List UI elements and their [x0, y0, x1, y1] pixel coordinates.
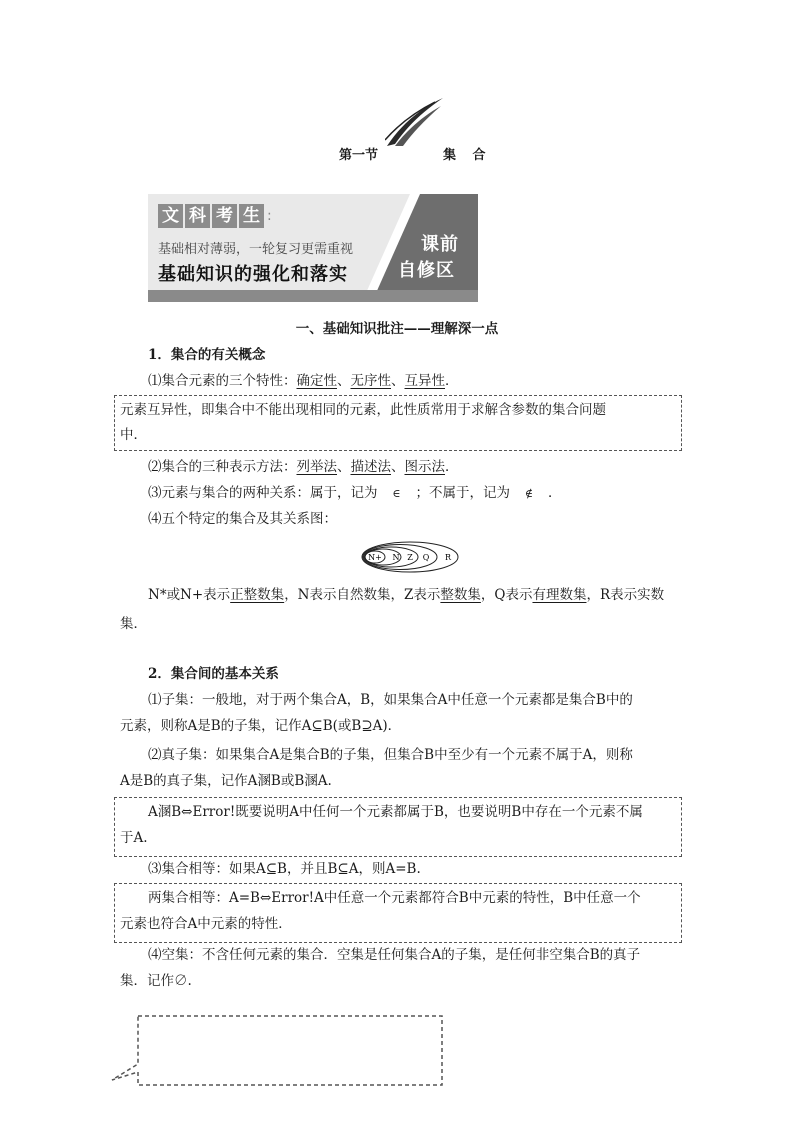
banner-stripe: [148, 290, 478, 302]
para-text: N*或N+表示: [148, 587, 231, 603]
underlined-term: 列举法: [296, 459, 337, 475]
period: ．: [445, 459, 459, 475]
underlined-term: 有理数集: [532, 587, 587, 603]
para-text: ；不属于，记为: [415, 485, 510, 501]
para-text: ，N表示自然数集，Z表示: [284, 587, 441, 603]
set-label-n: N: [392, 553, 400, 562]
note-line: A溷B⇔Error!既要说明A中任何一个元素都属于B，也要说明B中存在一个元素不属: [148, 804, 643, 820]
para-empty-set-cont: 集．记作∅.: [120, 973, 192, 989]
banner-tag-char: 科: [185, 204, 210, 228]
para-representation: [148, 457, 459, 477]
note-line: 两集合相等：A=B⇔Error!A中任意一个元素都符合B中元素的特性，B中任意一个: [148, 890, 641, 906]
separator: 、: [391, 459, 405, 475]
para-set-meanings-cont: 集．: [120, 616, 147, 632]
para-text: ⑴集合元素的三个特性：: [148, 373, 297, 389]
period: ．: [445, 373, 459, 389]
banner-right-line1: 课前: [421, 234, 459, 255]
symbol-element-of: ∈: [392, 487, 401, 500]
underlined-term: 无序性: [350, 373, 391, 389]
para-membership: [148, 483, 562, 504]
para-text: ，Q表示: [480, 587, 533, 603]
note-line: 于A.: [120, 830, 148, 846]
period: ．: [548, 485, 562, 501]
separator: 、: [337, 459, 351, 475]
para-subset: ⑴子集：一般地，对于两个集合A，B，如果集合A中任意一个元素都是集合B中的: [148, 692, 633, 708]
para-text: ⑶元素与集合的两种关系：属于，记为: [148, 485, 378, 501]
set-label-z: Z: [407, 553, 413, 562]
para-empty-set: ⑷空集：不含任何元素的集合．空集是任何集合A的子集，是任何非空集合B的真子: [148, 947, 641, 963]
para-subset-cont: 元素，则称A是B的子集，记作A⊆B(或B⊇A)．: [120, 718, 402, 734]
underlined-term: 图示法: [404, 459, 445, 475]
banner-headline: 基础知识的强化和落实: [158, 264, 348, 285]
para-three-properties: [148, 371, 459, 391]
note-line: 元素互异性，即集合中不能出现相同的元素，此性质常用于求解含参数的集合问题: [120, 402, 606, 418]
section-title: 一、基础知识批注——理解深一点: [295, 321, 499, 337]
chapter-title-right: 集 合: [443, 148, 492, 163]
heading-set-concepts: 1．集合的有关概念: [148, 347, 266, 363]
symbol-not-element-of: ∉: [524, 487, 534, 500]
set-label-nplus: N+: [368, 553, 382, 562]
para-set-equality: ⑶集合相等：如果A⊆B，并且B⊆A，则A=B.: [148, 861, 421, 877]
banner-subtitle: 基础相对薄弱，一轮复习更需重视: [158, 242, 354, 257]
para-proper-subset: ⑵真子集：如果集合A是集合B的子集，但集合B中至少有一个元素不属于A，则称: [148, 747, 633, 763]
para-set-meanings: [148, 585, 664, 605]
underlined-term: 描述法: [350, 459, 391, 475]
set-label-r: R: [444, 553, 452, 562]
underlined-term: 整数集: [440, 587, 481, 603]
nested-sets-diagram: [360, 541, 460, 577]
underlined-term: 互异性: [404, 373, 445, 389]
separator: 、: [391, 373, 405, 389]
para-text: ，R表示实数: [586, 587, 665, 603]
banner-tag-char: 考: [212, 204, 237, 228]
note-line: 中．: [120, 427, 147, 443]
set-label-q: Q: [422, 553, 430, 562]
section-banner: [148, 194, 478, 302]
separator: 、: [337, 373, 351, 389]
chapter-title-left: 第一节: [339, 148, 379, 163]
heading-set-relations: 2．集合间的基本关系: [148, 666, 279, 682]
banner-tag-colon: :: [267, 208, 272, 224]
chapter-swoosh-logo: [385, 96, 445, 152]
para-proper-subset-cont: A是B的真子集，记作A溷B或B溷A.: [120, 773, 332, 789]
banner-tag-char: 文: [158, 204, 183, 228]
banner-tag-char: 生: [239, 204, 264, 228]
banner-right-line2: 自修区: [398, 260, 455, 281]
note-line: 元素也符合A中元素的特性．: [120, 916, 292, 932]
underlined-term: 正整数集: [230, 587, 285, 603]
para-text: ⑵集合的三种表示方法：: [148, 459, 297, 475]
banner-tag-row: [158, 204, 272, 228]
underlined-term: 确定性: [296, 373, 337, 389]
para-five-sets: ⑷五个特定的集合及其关系图：: [148, 511, 337, 527]
empty-callout-box: [110, 1014, 445, 1092]
